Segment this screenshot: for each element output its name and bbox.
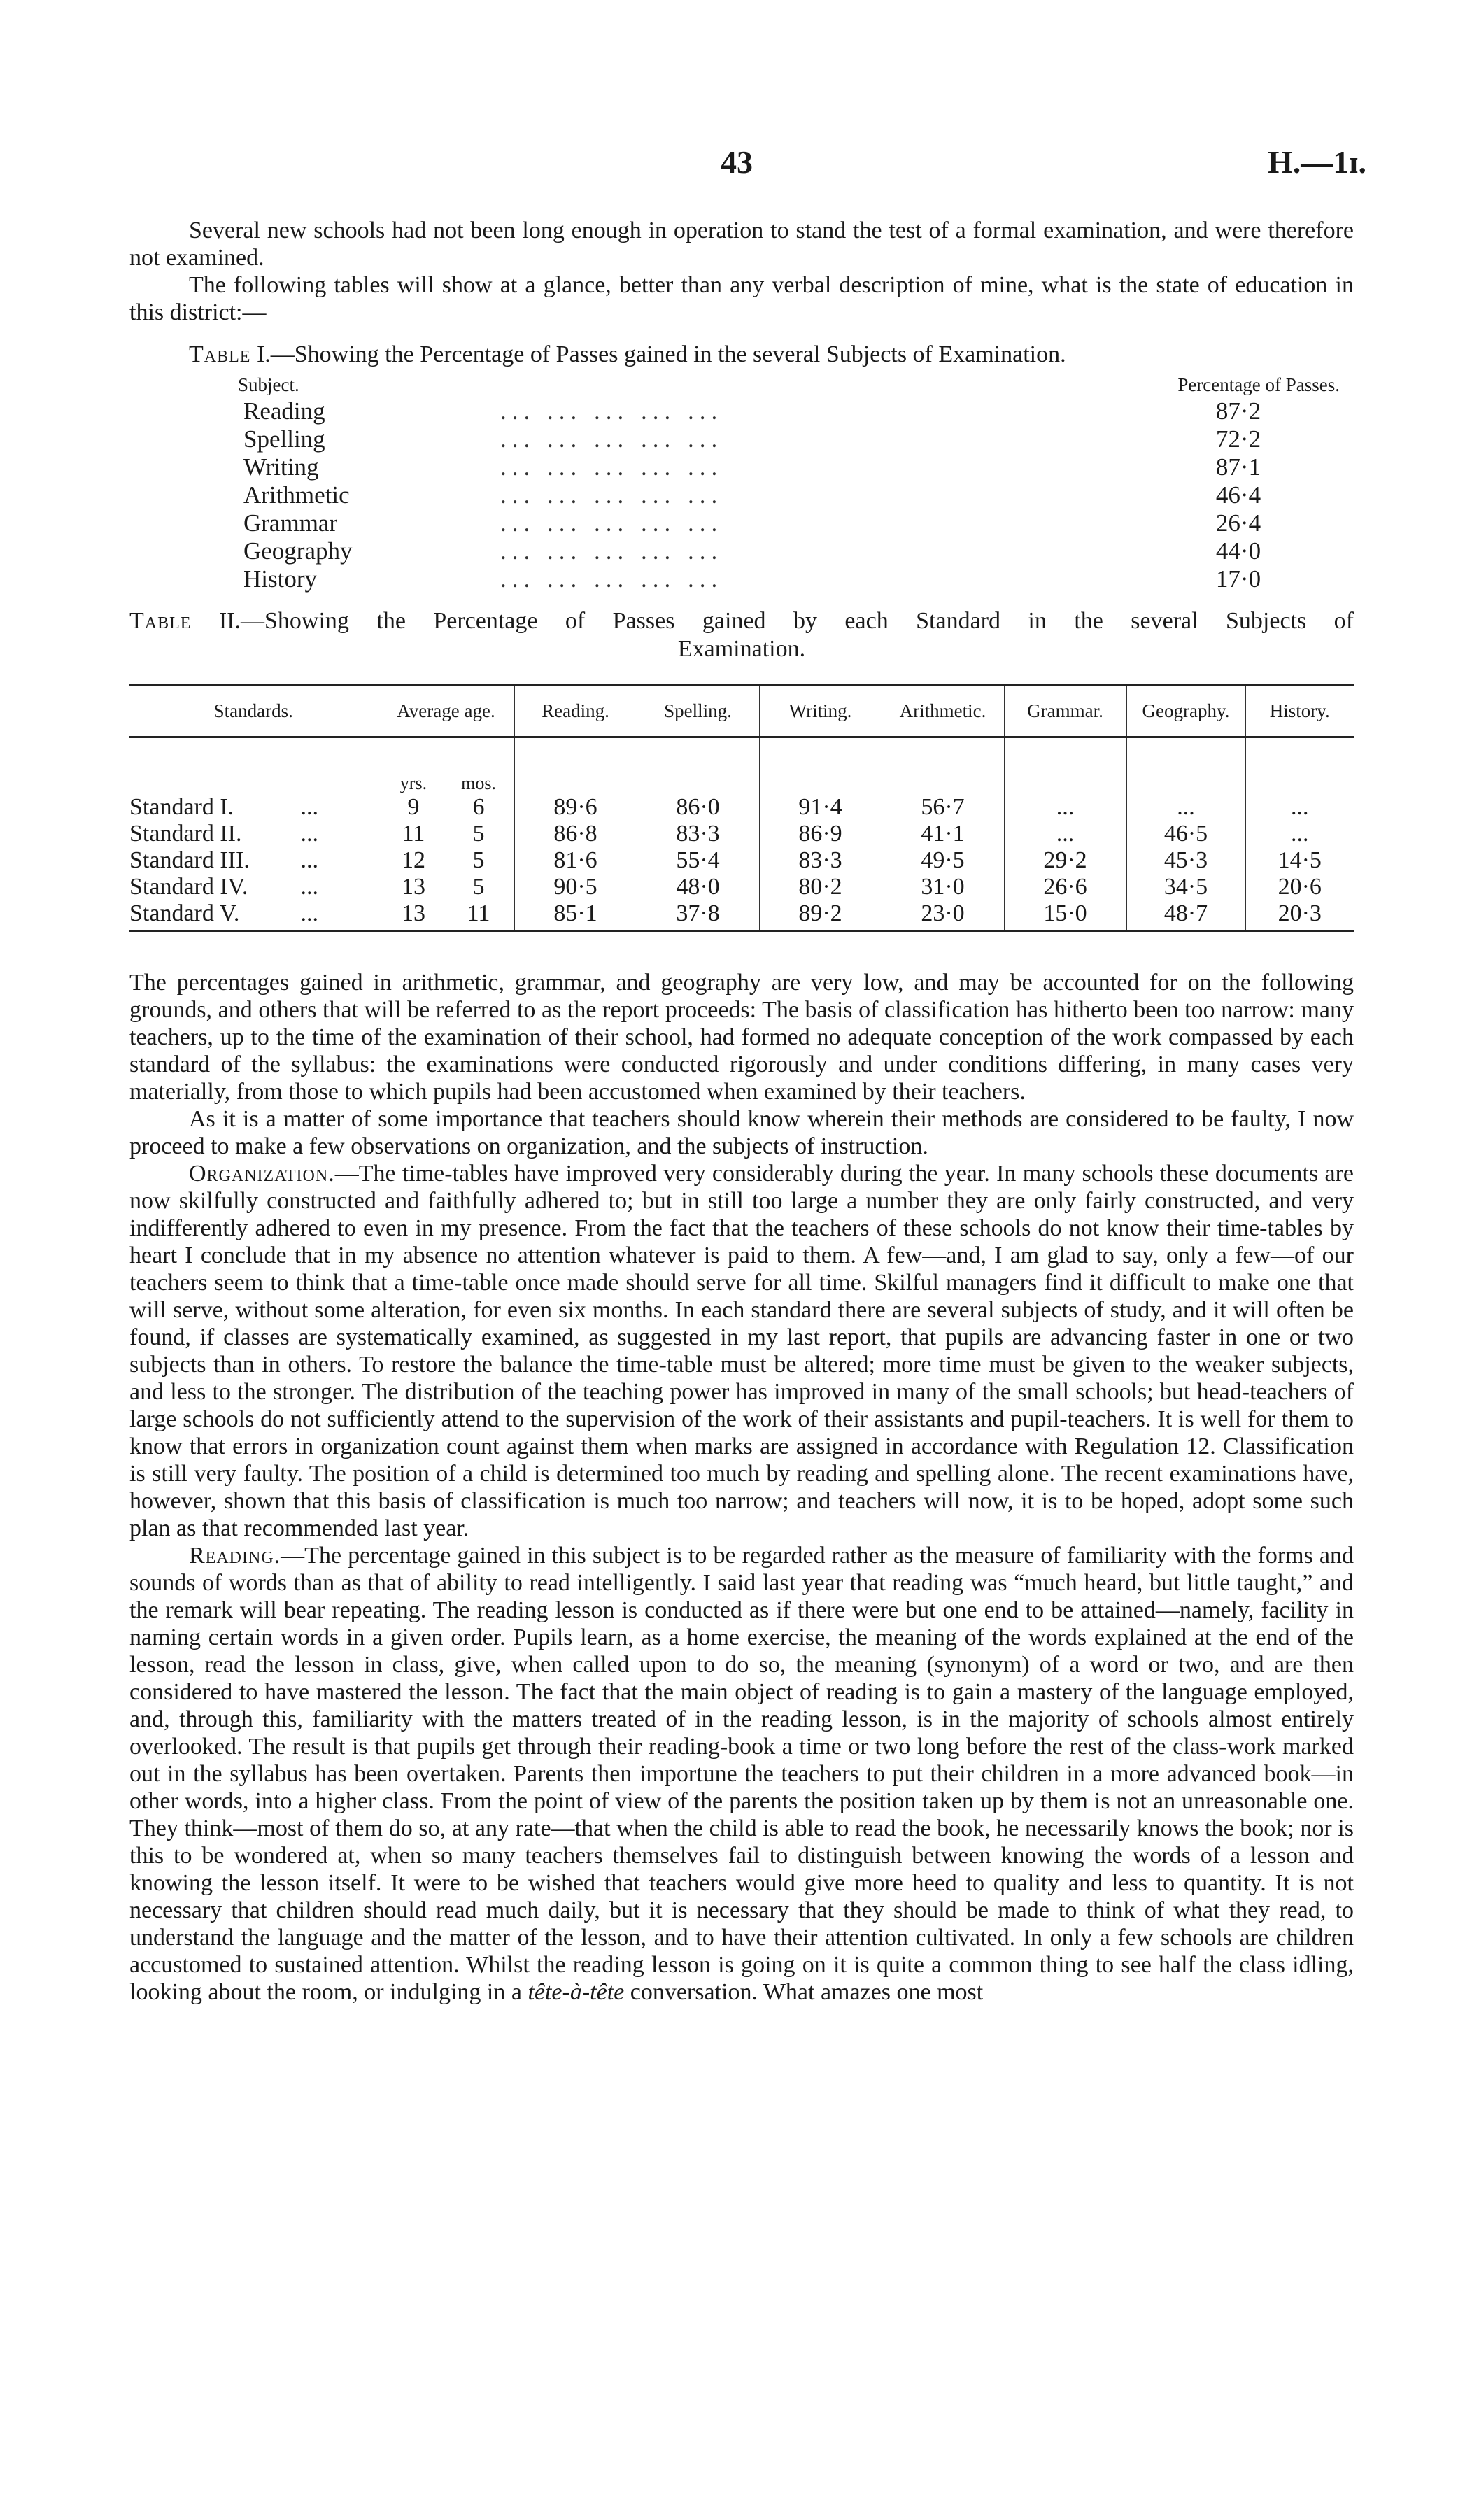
table2-title (129, 607, 1354, 663)
page-number: 43 (721, 144, 753, 180)
percent-value: 44·0 (1215, 537, 1261, 565)
spelling-value: 86·0 (637, 794, 759, 821)
percent-value: 46·4 (1215, 481, 1261, 509)
table2-label: Table (129, 608, 192, 634)
age-years: 12 (401, 847, 425, 873)
table1-header (129, 374, 1354, 395)
table1-label: Table (189, 341, 251, 367)
reading-value: 89·6 (514, 794, 637, 821)
dot-leader: ... ... ... ... ... (500, 425, 723, 453)
row-dots: ... (300, 847, 318, 873)
arithmetic-value: 31·0 (882, 874, 1004, 900)
organization-paragraph (129, 1160, 1354, 1542)
subject-name: Arithmetic (243, 481, 350, 509)
table1-body (129, 397, 1354, 593)
header-standards: Standards. (129, 685, 378, 737)
grammar-value: 15·0 (1004, 900, 1126, 931)
dot-leader: ... ... ... ... ... (500, 481, 723, 509)
reading-heading: Reading. (189, 1543, 281, 1569)
arithmetic-value: 23·0 (882, 900, 1004, 931)
spelling-value: 83·3 (637, 821, 759, 847)
organization-text: —The time-tables have improved very considerably during the year. In many schools these documents are now skilfully constructed and faithfully adhered to; but in still too large a number they are only fairly constructed, and very indifferently adhered to even in my presence. From the fact that the teachers of these schools do not know their time-tables by heart I conclude that in my absence no attention whatever is paid to them. A few—and, I am glad to say, only a few—of our teachers seem to think that a time-table once made should serve for all time. Skilful managers find it difficult to make one that will serve, without some alteration, for even six months. In each standard there are several subjects of study, and it will often be found, if classes are systematically examined, as suggested in my last report, that pupils are advancing faster in one or two subjects than in others. To restore the balance the time-table must be altered; more time must be given to the weaker subjects, and less to the stronger. The distribution of the teaching power has improved in many of the small schools; but head-teachers of large schools do not sufficiently attend to the supervision of the work of their assistants and pupil-teachers. It is well for them to know that errors in organization count against them when marks are assigned in accordance with Regulation 12. Classification is still very faulty. The position of a child is determined too much by reading and spelling alone. The recent examinations have, however, shown that this basis of classification is much too narrow; and teachers will now, it is to be hoped, adopt some such plan as that recommended last year. (129, 1161, 1354, 1541)
reading-text-end: conversation. What amazes one most (624, 1979, 984, 2005)
geography-value: ... (1126, 794, 1245, 821)
header-spelling: Spelling. (637, 685, 759, 737)
intro-paragraph-1: Several new schools had not been long enough in operation to stand the test of a formal examination, and were therefore not examined. (129, 218, 1354, 271)
intro-paragraph-2: The following tables will show at a glance, better than any verbal description of mine, what is the state of education in this district:— (129, 272, 1354, 325)
reading-value: 85·1 (514, 900, 637, 931)
table-row (129, 794, 1354, 821)
percent-value: 87·2 (1215, 397, 1261, 425)
history-value: 14·5 (1245, 847, 1354, 874)
table1-col-subject: Subject. (238, 374, 299, 395)
reading-text: —The percentage gained in this subject is to be regarded rather as the measure of familiarity with the forms and sounds of words than as that of ability to read intelligently. I said last year that reading was “much heard, but little taught,” and the remark will bear repeating. The reading lesson is conducted as if there were but one end to be attained—namely, facility in naming certain words in a given order. Pupils learn, as a home exercise, the meaning of the words explained at the end of the lesson, read the lesson in class, give, when called upon to do so, the meaning (synonym) of a word or two, and are then considered to have mastered the lesson. The fact that the main object of reading is to gain a mastery of the language employed, and, through this, familiarity with the matters treated of in the reading lesson, is in the majority of schools almost entirely overlooked. The result is that pupils get through their reading-book a time or two long before the rest of the class-work marked out in the syllabus has been overtaken. Parents then importune the teachers to put their children in a more advanced book—in other words, into a higher class. From the point of view of the parents the position taken up by them is not an unreasonable one. They think—most of them do so, at any rate—that when the child is able to read the book, he necessarily knows the book; nor is this to be wondered at, when so many teachers themselves fail to distinguish between knowing the words of a lesson and knowing the lesson itself. It were to be wished that teachers would give more heed to quality and less to quantity. It is not necessary that children should read much daily, but it is necessary that they should be made to think of what they read, to understand the language and the matter of the lesson, and to have their attention cultivated. In only a few schools are children accustomed to sustained attention. Whilst the reading lesson is going on it is quite a common thing to see half the class idling, looking about the room, or indulging in a (129, 1543, 1354, 2005)
age-years: 13 (401, 900, 425, 926)
subject-name: Writing (243, 453, 319, 481)
grammar-value: ... (1004, 821, 1126, 847)
header-reading: Reading. (514, 685, 637, 737)
parliamentary-reference: H.—1ɪ. (1268, 144, 1367, 180)
header-writing: Writing. (759, 685, 882, 737)
age-months: 5 (472, 847, 485, 873)
header-history: History. (1245, 685, 1354, 737)
body-paragraph-2: As it is a matter of some importance that teachers should know wherein their methods are considered to be faulty, I now proceed to make a few observations on organization, and the subjects of instruction. (129, 1106, 1354, 1159)
table2-title-text: II.—Showing the Percentage of Passes gained by each Standard in the several Subjects of (191, 608, 1354, 634)
table-row (129, 874, 1354, 900)
age-years: 11 (402, 821, 425, 847)
history-value: ... (1245, 794, 1354, 821)
row-dots: ... (300, 794, 318, 820)
age-years: 13 (401, 874, 425, 900)
table1-row (129, 397, 1354, 425)
table-row (129, 900, 1354, 931)
table2-units-row (129, 763, 1354, 794)
dot-leader: ... ... ... ... ... (500, 565, 723, 593)
table2-spacer-row (129, 737, 1354, 764)
header-average-age: Average age. (378, 685, 514, 737)
standard-label: Standard III. (129, 847, 250, 873)
header-geography: Geography. (1126, 685, 1245, 737)
standard-label: Standard IV. (129, 874, 248, 900)
age-months: 5 (472, 821, 485, 847)
history-value: 20·6 (1245, 874, 1354, 900)
reading-value: 86·8 (514, 821, 637, 847)
age-months: 11 (467, 900, 490, 926)
table1-row (129, 453, 1354, 481)
row-dots: ... (300, 900, 318, 926)
table1-col-percent: Percentage of Passes. (1177, 374, 1340, 395)
table1-row (129, 509, 1354, 537)
subject-name: Spelling (243, 425, 325, 453)
table2-header-row (129, 685, 1354, 737)
history-value: 20·3 (1245, 900, 1354, 931)
percent-value: 26·4 (1215, 509, 1261, 537)
percent-value: 17·0 (1215, 565, 1261, 593)
reading-value: 81·6 (514, 847, 637, 874)
organization-heading: Organization. (189, 1161, 335, 1187)
table2-title-line2: Examination. (677, 636, 806, 662)
percent-value: 72·2 (1215, 425, 1261, 453)
arithmetic-value: 41·1 (882, 821, 1004, 847)
dot-leader: ... ... ... ... ... (500, 453, 723, 481)
table-row (129, 847, 1354, 874)
reading-paragraph (129, 1542, 1354, 2006)
table1-row (129, 425, 1354, 453)
table1-row (129, 481, 1354, 509)
grammar-value: ... (1004, 794, 1126, 821)
grammar-value: 29·2 (1004, 847, 1126, 874)
geography-value: 34·5 (1126, 874, 1245, 900)
writing-value: 89·2 (759, 900, 882, 931)
unit-months: mos. (461, 773, 496, 793)
row-dots: ... (300, 821, 318, 847)
writing-value: 80·2 (759, 874, 882, 900)
standard-label: Standard V. (129, 900, 240, 926)
dot-leader: ... ... ... ... ... (500, 509, 723, 537)
table1-row (129, 565, 1354, 593)
subject-name: Geography (243, 537, 353, 565)
percent-value: 87·1 (1215, 453, 1261, 481)
writing-value: 83·3 (759, 847, 882, 874)
reading-italic-phrase: tête-à-tête (528, 1979, 625, 2005)
geography-value: 48·7 (1126, 900, 1245, 931)
writing-value: 91·4 (759, 794, 882, 821)
page-header (0, 143, 1479, 192)
grammar-value: 26·6 (1004, 874, 1126, 900)
body-paragraph-1: The percentages gained in arithmetic, grammar, and geography are very low, and may be accounted for on the following grounds, and others that will be referred to as the report proceeds: The basis of classification has hitherto been too narrow: many teachers, up to the time of the examination of their school, had formed no adequate conception of the work compassed by each standard of the syllabus: the examinations were conducted rigorously and under conditions differing, in many cases very materially, from those to which pupils had been accustomed when examined by their teachers. (129, 970, 1354, 1105)
spelling-value: 37·8 (637, 900, 759, 931)
standard-label: Standard I. (129, 794, 234, 820)
dot-leader: ... ... ... ... ... (500, 537, 723, 565)
table1-title (189, 341, 1066, 368)
age-months: 6 (472, 794, 485, 820)
spelling-value: 55·4 (637, 847, 759, 874)
table1-row (129, 537, 1354, 565)
geography-value: 45·3 (1126, 847, 1245, 874)
subject-name: Reading (243, 397, 325, 425)
dot-leader: ... ... ... ... ... (500, 397, 723, 425)
arithmetic-value: 49·5 (882, 847, 1004, 874)
intro-section (129, 217, 1354, 326)
subject-name: History (243, 565, 317, 593)
table-row (129, 821, 1354, 847)
geography-value: 46·5 (1126, 821, 1245, 847)
history-value: ... (1245, 821, 1354, 847)
table1-title-text: I.—Showing the Percentage of Passes gained in the several Subjects of Examination. (250, 341, 1066, 367)
reading-value: 90·5 (514, 874, 637, 900)
table2 (129, 684, 1354, 932)
spelling-value: 48·0 (637, 874, 759, 900)
writing-value: 86·9 (759, 821, 882, 847)
header-grammar: Grammar. (1004, 685, 1126, 737)
age-years: 9 (407, 794, 420, 820)
standard-label: Standard II. (129, 821, 242, 847)
header-arithmetic: Arithmetic. (882, 685, 1004, 737)
row-dots: ... (300, 874, 318, 900)
arithmetic-value: 56·7 (882, 794, 1004, 821)
body-section (129, 969, 1354, 2006)
unit-years: yrs. (399, 773, 427, 793)
subject-name: Grammar (243, 509, 338, 537)
age-months: 5 (472, 874, 485, 900)
